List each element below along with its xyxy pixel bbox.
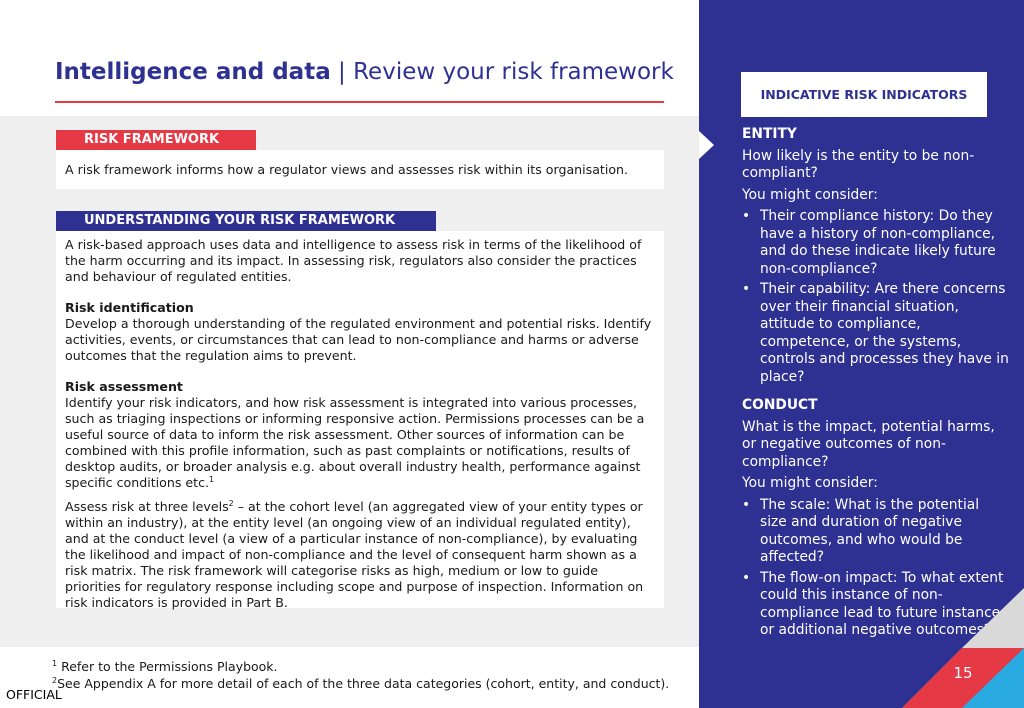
footnote-ref-2: 2	[228, 498, 234, 508]
footnote-2-number: 2	[52, 675, 58, 685]
conduct-question: What is the impact, potential harms, or negative outcomes of non-compliance?	[742, 418, 995, 470]
panel-notch	[699, 131, 714, 159]
page-title-subject: Review your risk framework	[353, 59, 674, 85]
page-number: 15	[953, 664, 973, 682]
entity-bullets	[742, 208, 1010, 386]
entity-question: How likely is the entity to be non-compliant?	[742, 147, 975, 181]
list-item: • The flow-on impact: To what extent could this instance of non-compliance lead to future instances or additional negative outcomes?	[742, 570, 1010, 640]
page-title-section: Intelligence and data	[55, 59, 331, 85]
risk-framework-box	[56, 150, 664, 189]
conduct-title: CONDUCT	[742, 397, 818, 413]
list-item: • Their compliance history: Do they have a history of non-compliance, and do these indicate likely future non-compliance?	[742, 208, 1010, 278]
understanding-intro: A risk-based approach uses data and intelligence to assess risk in terms of the likelihood of the harm occurring and its impact. In assessing risk, regulators also consider the practices and behaviour of regulated entities.	[65, 237, 642, 284]
footnote-1	[52, 659, 278, 674]
risk-identification-title: Risk identification	[65, 300, 194, 315]
footnote-2	[52, 676, 669, 691]
entity-consider: You might consider:	[742, 186, 878, 203]
entity-section	[742, 126, 1010, 389]
classification-label: OFFICIAL	[6, 687, 62, 702]
risk-levels-paragraph	[65, 499, 655, 611]
page-title-separator: |	[330, 59, 354, 85]
footnote-ref-1: 1	[209, 474, 215, 484]
risk-assessment-paragraph	[65, 395, 655, 491]
conduct-consider: You might consider:	[742, 475, 878, 491]
list-item: • Their capability: Are there concerns over their financial situation, attitude to compliance, competence, or the systems, controls and processes they have in place?	[742, 281, 1010, 386]
risk-framework-text: A risk framework informs how a regulator views and assesses risk within its organisation.	[65, 162, 629, 177]
page-title	[55, 59, 674, 85]
footnote-2-text: See Appendix A for more detail of each of the three data categories (cohort, entity, and conduct).	[57, 676, 670, 691]
title-divider	[55, 101, 664, 103]
understanding-header: UNDERSTANDING YOUR RISK FRAMEWORK	[56, 211, 436, 231]
risk-levels-text-b: – at the cohort level (an aggregated view of your entity types or within an industry), at the entity level (an ongoing view of an individual regulated entity), and at the conduct level (a view of a particular instance of non-compliance), by evaluating the likelihood and impact of non-compliance and the level of consequent harm shown as a risk matrix. The risk framework will categorise risks as high, medium or low to guide priorities for regulatory response including scope and purpose of inspection. Information on risk indicators is provided in Part B.	[65, 499, 644, 610]
indicators-label: INDICATIVE RISK INDICATORS	[741, 72, 987, 117]
understanding-box	[56, 231, 664, 608]
risk-assessment-text: Identify your risk indicators, and how risk assessment is integrated into various processes, such as triaging inspections or informing responsive action. Permissions processes can be a useful source of data to inform the risk assessment. Other sources of information can be combined with this profile information, such as past complaints or notifications, results of desktop audits, or broader analysis e.g. about overall industry health, performance against specific conditions etc.	[65, 395, 645, 490]
corner-grey-triangle	[962, 588, 1024, 648]
risk-identification-text: Develop a thorough understanding of the regulated environment and potential risks. Identify activities, events, or circumstances that can lead to non-compliance and harms or adverse outcomes that the regulation aims to prevent.	[65, 316, 652, 363]
list-item: • The scale: What is the potential size and duration of negative outcomes, and who would be affected?	[742, 497, 1010, 567]
entity-title: ENTITY	[742, 126, 797, 142]
footnote-1-number: 1	[52, 658, 58, 668]
risk-framework-header: RISK FRAMEWORK	[56, 130, 256, 150]
risk-assessment-title: Risk assessment	[65, 379, 183, 394]
footnote-1-text: Refer to the Permissions Playbook.	[57, 659, 278, 674]
risk-levels-text-a: Assess risk at three levels	[65, 499, 229, 514]
